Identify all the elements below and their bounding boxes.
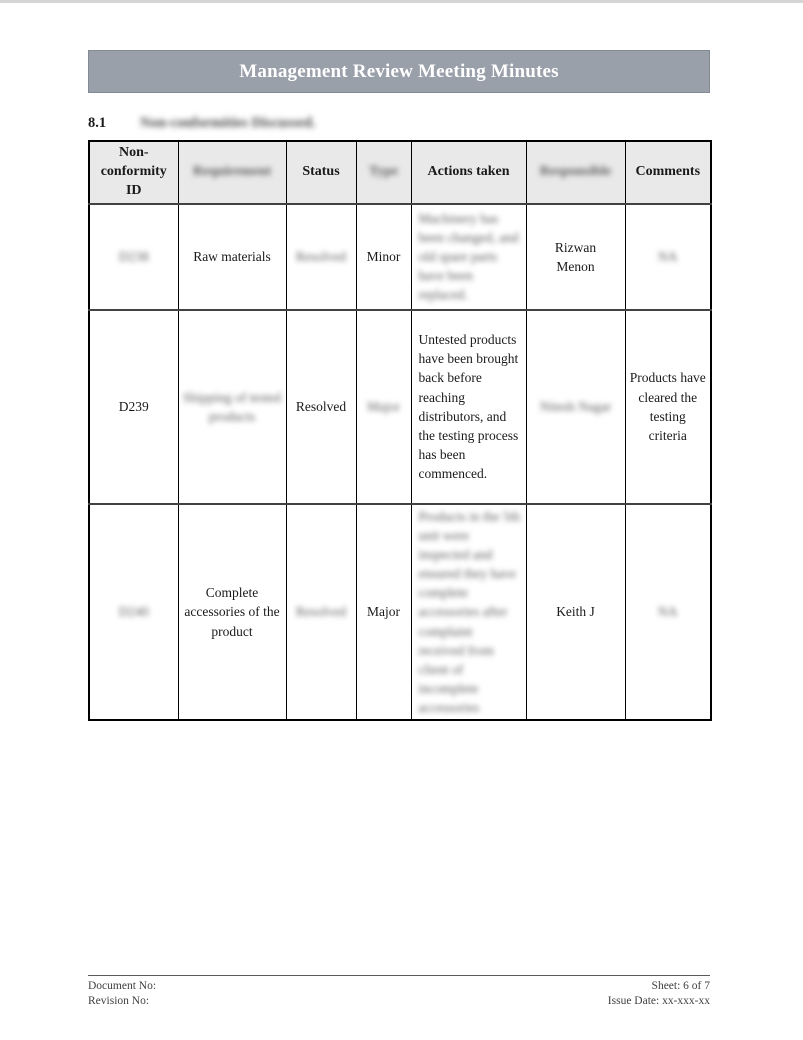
col-header-status: Status — [286, 141, 356, 204]
cell-actions-taken: Untested products have been brought back before reaching distributors, and the testing process has been commenced. — [411, 310, 526, 504]
table-row — [89, 504, 711, 721]
issue-date-label: Issue Date: xx-xxx-xx — [607, 995, 710, 1007]
cell-comments: NA — [625, 204, 711, 310]
cell-responsible: Keith J — [526, 504, 625, 721]
col-header-type: Type — [356, 141, 411, 204]
col-header-responsible: Responsible — [526, 141, 625, 204]
sheet-label: Sheet: 6 of 7 — [651, 980, 710, 992]
page-footer — [88, 979, 710, 1009]
page-top-edge — [0, 0, 803, 3]
cell-status: Resolved — [286, 504, 356, 721]
table-body — [89, 204, 711, 721]
cell-requirement: Complete accessories of the product — [178, 504, 286, 721]
cell-requirement: Raw materials — [178, 204, 286, 310]
col-header-comments: Comments — [625, 141, 711, 204]
table-row — [89, 310, 711, 504]
document-no-label: Document No: — [88, 980, 157, 992]
footer-divider — [88, 975, 710, 976]
cell-status: Resolved — [286, 204, 356, 310]
cell-type: Minor — [356, 204, 411, 310]
nonconformities-table — [88, 140, 712, 721]
document-title: Management Review Meeting Minutes — [239, 60, 559, 82]
cell-responsible: Nitesh Nagar — [526, 310, 625, 504]
cell-requirement: Shipping of tested products — [178, 310, 286, 504]
document-title-bar — [88, 50, 710, 93]
section-title: Non-conformities Discussed. — [140, 114, 316, 131]
cell-nonconformity-id: D240 — [89, 504, 178, 721]
cell-comments: Products have cleared the testing criteria — [625, 310, 711, 504]
section-number: 8.1 — [88, 114, 107, 131]
revision-no-label: Revision No: — [88, 995, 150, 1007]
table-row — [89, 204, 711, 310]
cell-nonconformity-id: D239 — [89, 310, 178, 504]
cell-status: Resolved — [286, 310, 356, 504]
col-header-nonconformity-id: Non-conformity ID — [89, 141, 178, 204]
cell-type: Major — [356, 310, 411, 504]
cell-actions-taken: Machinery has been changed, and old spare parts have been replaced. — [411, 204, 526, 310]
section-heading — [88, 112, 708, 134]
col-header-requirement: Requirement — [178, 141, 286, 204]
table-header-row — [89, 141, 711, 204]
cell-responsible: Rizwan Menon — [526, 204, 625, 310]
cell-comments: NA — [625, 504, 711, 721]
cell-type: Major — [356, 504, 411, 721]
cell-actions-taken: Products in the 5th unit were inspected and ensured they have complete accessories after complaint received from client of incomplete accessories — [411, 504, 526, 721]
col-header-actions-taken: Actions taken — [411, 141, 526, 204]
cell-nonconformity-id: D238 — [89, 204, 178, 310]
